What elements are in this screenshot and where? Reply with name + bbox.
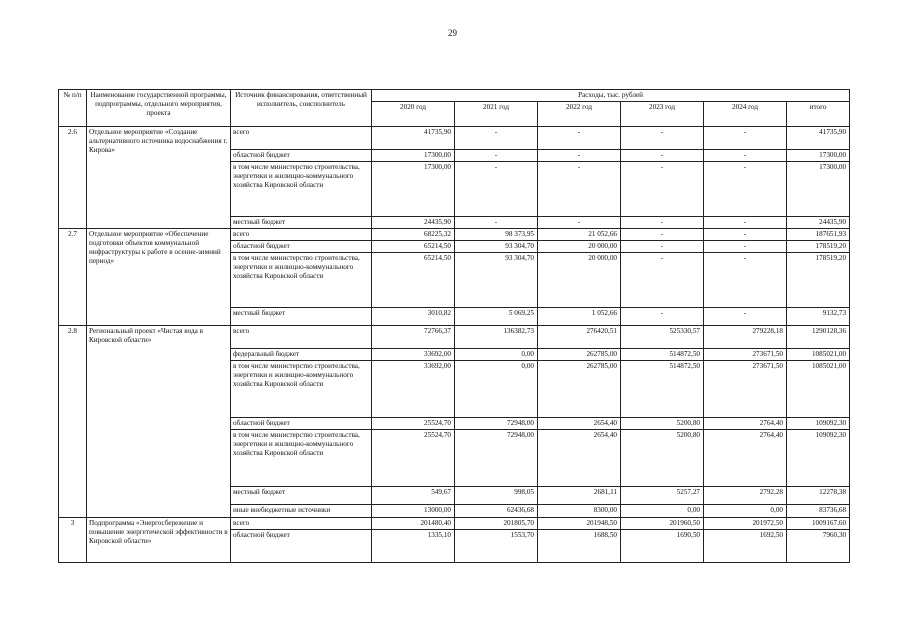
year-value: - (621, 162, 704, 217)
total-value: 178519,20 (787, 241, 850, 253)
year-value: 5 069,25 (455, 308, 538, 326)
year-value: 0,00 (455, 349, 538, 361)
year-value: - (704, 308, 787, 326)
header-num: № п/п (59, 90, 87, 127)
year-value: 201480,40 (372, 518, 455, 530)
total-value: 17300,00 (787, 162, 850, 217)
year-value: - (538, 162, 621, 217)
year-value: 65214,50 (372, 253, 455, 308)
header-expenses: Расходы, тыс. рублей (372, 90, 850, 102)
header-source: Источник финансирования, ответственный исполнитель, соисполнитель (231, 90, 372, 127)
year-value: 24435,90 (372, 217, 455, 229)
item-name: Отдельное мероприятие «Создание альтернативного источника водоснабжения г. Кирова» (87, 127, 231, 229)
table-row (59, 326, 850, 349)
year-value: 1335,10 (372, 530, 455, 563)
year-value: - (455, 127, 538, 150)
year-value: - (455, 162, 538, 217)
item-number: 2.8 (59, 326, 87, 518)
funding-source: областной бюджет (231, 530, 372, 563)
header-year-2024: 2024 год (704, 102, 787, 127)
year-value: 0,00 (704, 505, 787, 518)
total-value: 24435,90 (787, 217, 850, 229)
year-value: 65214,50 (372, 241, 455, 253)
year-value: 276420,51 (538, 326, 621, 349)
year-value: 3010,82 (372, 308, 455, 326)
year-value: - (621, 150, 704, 162)
year-value: 72948,00 (455, 418, 538, 430)
item-name: Подпрограмма «Энергосбережение и повышение энергетической эффективности в Кировской области» (87, 518, 231, 563)
total-value: 1085021,00 (787, 349, 850, 361)
total-value: 41735,90 (787, 127, 850, 150)
year-value: 17300,00 (372, 150, 455, 162)
table-row (59, 229, 850, 241)
year-value: - (621, 241, 704, 253)
year-value: 0,00 (621, 505, 704, 518)
total-value: 7960,30 (787, 530, 850, 563)
total-value: 17300,00 (787, 150, 850, 162)
year-value: - (621, 127, 704, 150)
funding-source: в том числе министерство строительства, энергетики и жилищно-коммунального хозяйства Кировской области (231, 253, 372, 308)
total-value: 12278,38 (787, 487, 850, 505)
header-total: итого (787, 102, 850, 127)
year-value: - (704, 217, 787, 229)
funding-source: всего (231, 518, 372, 530)
year-value: 525330,57 (621, 326, 704, 349)
funding-source: всего (231, 127, 372, 150)
item-number: 3 (59, 518, 87, 563)
year-value: 2681,11 (538, 487, 621, 505)
year-value: - (704, 150, 787, 162)
year-value: - (704, 253, 787, 308)
year-value: 998,05 (455, 487, 538, 505)
header-year-2021: 2021 год (455, 102, 538, 127)
funding-source: местный бюджет (231, 308, 372, 326)
year-value: 514872,50 (621, 361, 704, 418)
year-value: 33692,00 (372, 349, 455, 361)
year-value: 1688,50 (538, 530, 621, 563)
year-value: 17300,00 (372, 162, 455, 217)
year-value: 0,00 (455, 361, 538, 418)
year-value: 25524,70 (372, 418, 455, 430)
funding-source: иные внебюджетные источники (231, 505, 372, 518)
total-value: 109092,30 (787, 430, 850, 487)
year-value: 5200,80 (621, 418, 704, 430)
year-value: - (704, 162, 787, 217)
year-value: - (621, 253, 704, 308)
header-year-2022: 2022 год (538, 102, 621, 127)
header-name: Наименование государственной программы, подпрограммы, отдельного мероприятия, проекта (87, 90, 231, 127)
total-value: 109092,30 (787, 418, 850, 430)
year-value: 262785,00 (538, 349, 621, 361)
year-value: 5257,27 (621, 487, 704, 505)
year-value: - (621, 308, 704, 326)
total-value: 1085021,00 (787, 361, 850, 418)
year-value: - (538, 127, 621, 150)
year-value: 98 373,95 (455, 229, 538, 241)
year-value: - (455, 217, 538, 229)
funding-source: областной бюджет (231, 241, 372, 253)
header-year-2023: 2023 год (621, 102, 704, 127)
year-value: - (704, 127, 787, 150)
year-value: 62436,68 (455, 505, 538, 518)
funding-source: местный бюджет (231, 487, 372, 505)
year-value: 20 000,00 (538, 241, 621, 253)
year-value: 41735,90 (372, 127, 455, 150)
year-value: 72766,37 (372, 326, 455, 349)
page-number: 29 (448, 28, 457, 38)
funding-source: областной бюджет (231, 418, 372, 430)
item-number: 2.7 (59, 229, 87, 326)
total-value: 83736,68 (787, 505, 850, 518)
table-row (59, 518, 850, 530)
year-value: - (538, 217, 621, 229)
year-value: 1 052,66 (538, 308, 621, 326)
year-value: 21 052,66 (538, 229, 621, 241)
year-value: 201972,50 (704, 518, 787, 530)
item-name: Отдельное мероприятие «Обеспечение подготовки объектов коммунальной инфраструктуры к работе в осенне-зимний период» (87, 229, 231, 326)
header-year-2020: 2020 год (372, 102, 455, 127)
expenses-table (58, 89, 850, 563)
year-value: 514872,50 (621, 349, 704, 361)
funding-source: федеральный бюджет (231, 349, 372, 361)
total-value: 9132,73 (787, 308, 850, 326)
year-value: 201805,70 (455, 518, 538, 530)
year-value: 2764,40 (704, 418, 787, 430)
year-value: 72948,00 (455, 430, 538, 487)
funding-source: всего (231, 229, 372, 241)
year-value: 549,67 (372, 487, 455, 505)
table-row (59, 127, 850, 150)
year-value: 273671,50 (704, 361, 787, 418)
year-value: 2654,40 (538, 430, 621, 487)
year-value: - (621, 217, 704, 229)
funding-source: местный бюджет (231, 217, 372, 229)
year-value: 1692,50 (704, 530, 787, 563)
item-number: 2.6 (59, 127, 87, 229)
year-value: 1690,50 (621, 530, 704, 563)
total-value: 1009167,60 (787, 518, 850, 530)
year-value: - (538, 150, 621, 162)
year-value: 93 304,70 (455, 241, 538, 253)
year-value: - (704, 241, 787, 253)
funding-source: в том числе министерство строительства, энергетики и жилищно-коммунального хозяйства Кировской области (231, 361, 372, 418)
year-value: 2764,40 (704, 430, 787, 487)
year-value: 68225,32 (372, 229, 455, 241)
header-row-1 (59, 90, 850, 102)
year-value: 20 000,00 (538, 253, 621, 308)
year-value: 279228,18 (704, 326, 787, 349)
year-value: - (704, 229, 787, 241)
year-value: 1553,70 (455, 530, 538, 563)
total-value: 178519,20 (787, 253, 850, 308)
year-value: 93 304,70 (455, 253, 538, 308)
year-value: 2792,28 (704, 487, 787, 505)
year-value: 201948,50 (538, 518, 621, 530)
year-value: - (621, 229, 704, 241)
year-value: 2654,40 (538, 418, 621, 430)
year-value: 33692,00 (372, 361, 455, 418)
funding-source: областной бюджет (231, 150, 372, 162)
funding-source: всего (231, 326, 372, 349)
total-value: 1290128,36 (787, 326, 850, 349)
funding-source: в том числе министерство строительства, энергетики и жилищно-коммунального хозяйства Кировской области (231, 162, 372, 217)
year-value: 13000,00 (372, 505, 455, 518)
year-value: - (455, 150, 538, 162)
year-value: 273671,50 (704, 349, 787, 361)
total-value: 187651,93 (787, 229, 850, 241)
year-value: 25524,70 (372, 430, 455, 487)
item-name: Региональный проект «Чистая вода в Кировской области» (87, 326, 231, 518)
year-value: 262785,00 (538, 361, 621, 418)
year-value: 201960,50 (621, 518, 704, 530)
year-value: 136382,73 (455, 326, 538, 349)
funding-source: в том числе министерство строительства, энергетики и жилищно-коммунального хозяйства Кировской области (231, 430, 372, 487)
year-value: 5200,80 (621, 430, 704, 487)
year-value: 8300,00 (538, 505, 621, 518)
